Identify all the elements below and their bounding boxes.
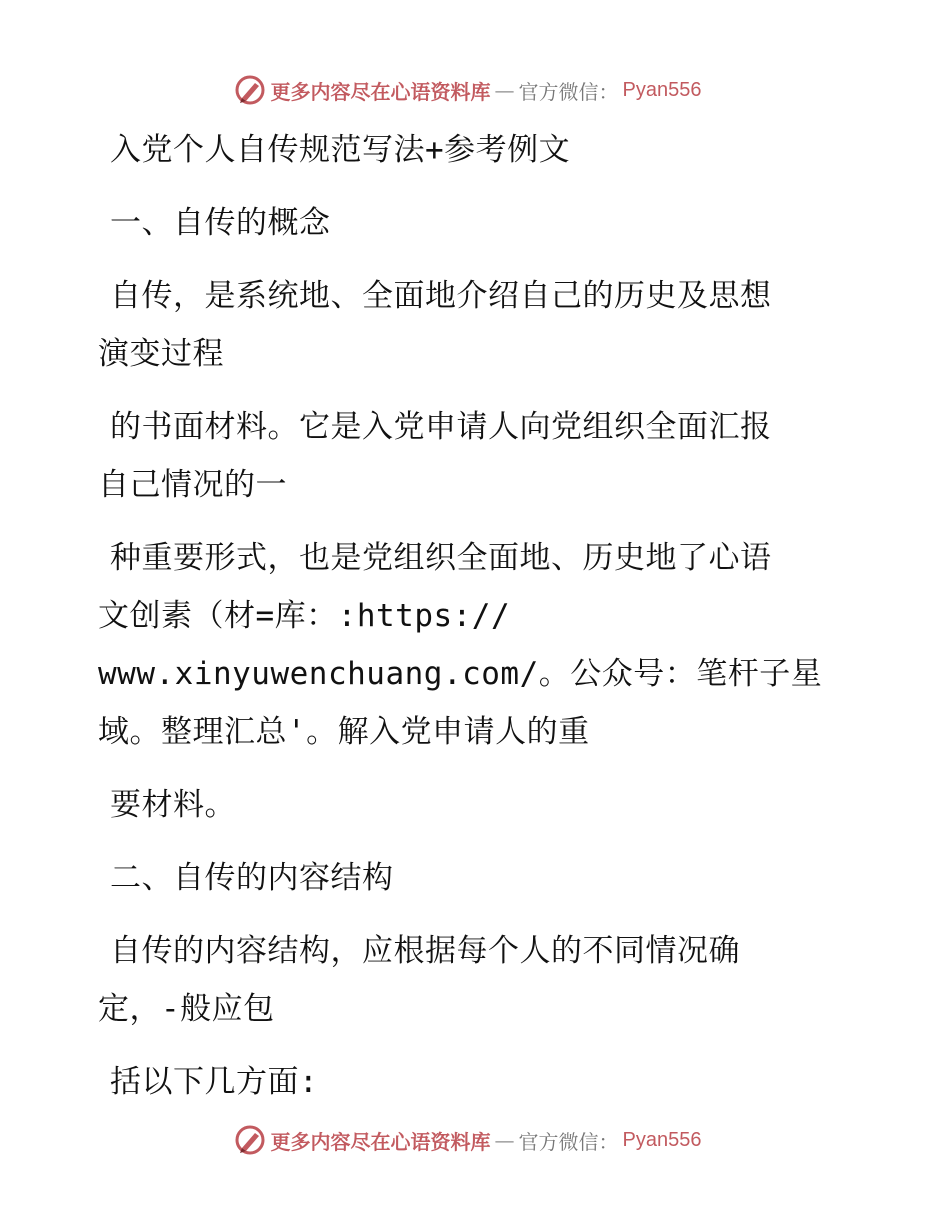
banner-text: 更多内容尽在心语资料库 bbox=[270, 79, 491, 104]
banner-wechat-id: Pyan556 bbox=[622, 1128, 702, 1151]
paragraph-line: www.xinyuwenchuang.com/。公众号：笔杆子星 bbox=[98, 656, 823, 692]
document-title: 入党个人自传规范写法+参考例文 bbox=[110, 132, 571, 168]
pen-logo-icon bbox=[233, 73, 267, 107]
spacer bbox=[98, 252, 838, 267]
banner-wechat-id: Pyan556 bbox=[622, 78, 702, 101]
spacer bbox=[98, 761, 838, 776]
spacer bbox=[98, 1038, 838, 1053]
banner-text: 更多内容尽在心语资料库 bbox=[270, 1129, 491, 1154]
spacer bbox=[98, 383, 838, 398]
paragraph-line: 自己情况的一 bbox=[98, 467, 287, 503]
paragraph-line: 的书面材料。它是入党申请人向党组织全面汇报 bbox=[110, 409, 772, 445]
paragraph-line: 括以下几方面: bbox=[110, 1064, 319, 1100]
spacer bbox=[98, 907, 838, 922]
paragraph-line: 自传的内容结构，应根据每个人的不同情况确 bbox=[110, 933, 740, 969]
banner-separator: — bbox=[494, 78, 515, 102]
banner-wechat-label: 官方微信： bbox=[518, 1129, 619, 1154]
banner-content bbox=[233, 1123, 702, 1157]
paragraph-line: 自传，是系统地、全面地介绍自己的历史及思想 bbox=[110, 278, 772, 314]
paragraph-line: 要材料。 bbox=[110, 787, 236, 823]
paragraph-line: 定，-般应包 bbox=[98, 991, 275, 1027]
footer-banner bbox=[0, 1120, 950, 1160]
banner-wechat-label: 官方微信： bbox=[518, 79, 619, 104]
section-heading-2: 二、自传的内容结构 bbox=[110, 860, 394, 896]
spacer bbox=[98, 834, 838, 849]
header-banner bbox=[0, 70, 950, 110]
document-body bbox=[98, 121, 838, 1111]
banner-content bbox=[233, 73, 702, 107]
pen-logo-icon bbox=[233, 1123, 267, 1157]
paragraph-line: 文创素（材=库：:https:// bbox=[98, 598, 511, 634]
spacer bbox=[98, 179, 838, 194]
paragraph-line: 演变过程 bbox=[98, 336, 224, 372]
section-heading-1: 一、自传的概念 bbox=[110, 205, 331, 241]
paragraph-line: 种重要形式，也是党组织全面地、历史地了心语 bbox=[110, 540, 772, 576]
banner-separator: — bbox=[494, 1128, 515, 1152]
spacer bbox=[98, 514, 838, 529]
paragraph-line: 域。整理汇总'。解入党申请人的重 bbox=[98, 714, 590, 750]
